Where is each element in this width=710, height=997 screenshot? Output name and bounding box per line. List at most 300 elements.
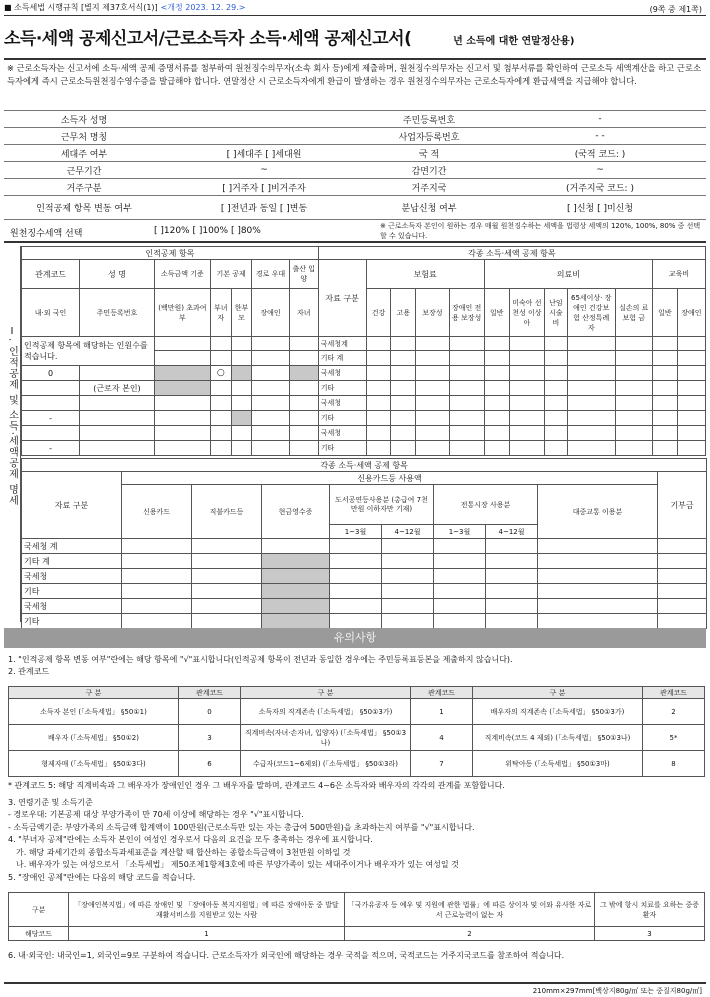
amount-cell[interactable]	[615, 426, 652, 441]
amount-cell[interactable]	[192, 554, 262, 569]
note-4: 4. "부녀자 공제"란에는 소득자 본인이 여성인 경우로서 다음의 요건을 모두 충족하는 경우에 표시합니다.	[8, 835, 373, 844]
amount-cell[interactable]	[545, 426, 568, 441]
field-label: 세대주 여부	[4, 145, 164, 162]
medical-column: 미숙아 선천성 이상아	[509, 289, 544, 337]
income-check[interactable]	[154, 366, 210, 381]
field-label: 주민등록번호	[364, 111, 494, 128]
relation-code[interactable]	[22, 426, 80, 441]
card-row	[22, 599, 707, 614]
amount-cell[interactable]	[330, 554, 382, 569]
amount-cell[interactable]	[391, 426, 416, 441]
child[interactable]	[289, 441, 318, 456]
code-row	[9, 725, 705, 751]
amount-cell[interactable]	[567, 381, 615, 396]
basic-woman[interactable]	[210, 426, 231, 441]
person-row	[22, 441, 706, 456]
amount-cell[interactable]	[122, 554, 192, 569]
amount-cell[interactable]	[192, 599, 262, 614]
code-desc: 배우자의 직계존속 (「소득세법」 §50①3가)	[473, 699, 643, 725]
amount-cell[interactable]	[391, 441, 416, 456]
withholding-row	[4, 219, 706, 243]
dis-header: 「장애인복지법」에 따른 장애인 및 「장애아동 복지지원법」에 따른 장애아동 중 발달재활서비스를 지원받고 있는 사람	[69, 893, 345, 927]
dis-header: 「국가유공자 등 예우 및 지원에 관한 법률」에 따른 상이자 및 이와 유사한 자로서 근로능력이 없는 자	[345, 893, 595, 927]
amount-cell[interactable]	[416, 441, 449, 456]
column-header: 주민등록번호	[80, 289, 155, 337]
amount-cell[interactable]	[366, 366, 391, 381]
amount-cell[interactable]	[545, 441, 568, 456]
amount-cell[interactable]	[262, 554, 330, 569]
section1-table: 인적공제 항목 각종 소득·세액 공제 항목 관계코드 성 명 소득금액 기준 기본 공제 경로 우대 출산 입양 자료 구분 보험료 의료비 교육비 내·외 국인 주민등록번호 (백만원) 초과여부 부녀자 한부모 장애인 자녀 건강 고용 보장성 장애인 전용 보장성 일반 미숙아 선천성 이상아 난임 시술비 65세이상· 장애인 건강보험 산정특례자 실손의 료보험 금 일반 장애인 인적공제 항목에 해당하는 인원수를 적습니다. 국세청계 기타 계 0 ○ 국세청 (근로자 본인) 기타 국세청 - 기타 국세청 - 기타	[21, 246, 706, 456]
amount-cell[interactable]	[366, 381, 391, 396]
field-value[interactable]: ~	[494, 162, 706, 179]
amount-cell[interactable]	[262, 614, 330, 629]
education-column: 장애인	[677, 289, 705, 337]
data-type: 국세청	[318, 426, 366, 441]
amount-cell[interactable]	[382, 539, 434, 554]
amount-cell[interactable]	[677, 366, 705, 381]
paper-spec: 210mm×297mm[백상지80g/㎡ 또는 중질지80g/㎡]	[4, 982, 706, 996]
amount-cell[interactable]	[677, 441, 705, 456]
amount-cell[interactable]	[538, 599, 658, 614]
note-4a: 가. 해당 과세기간의 종합소득과세표준을 계산할 때 합산하는 종합소득금액이 3천만원 이하일 것	[16, 847, 351, 857]
header-field-row	[4, 145, 706, 162]
amount-cell[interactable]	[449, 381, 484, 396]
field-value[interactable]: [ ]신청 [ ]미신청	[494, 196, 706, 220]
header-field-row	[4, 128, 706, 145]
relation-code[interactable]: 0	[22, 366, 80, 381]
amount-cell[interactable]	[486, 569, 538, 584]
field-label: 근무처 명칭	[4, 128, 164, 145]
income-check[interactable]	[154, 381, 210, 396]
amount-cell[interactable]	[449, 426, 484, 441]
amount-cell[interactable]	[484, 411, 509, 426]
notes-middle	[8, 780, 704, 884]
amount-cell[interactable]	[677, 381, 705, 396]
amount-cell[interactable]	[484, 381, 509, 396]
amount-cell[interactable]	[615, 441, 652, 456]
amount-cell[interactable]	[122, 614, 192, 629]
amount-cell[interactable]	[391, 396, 416, 411]
code-note: * 관계코드 5: 해당 직계비속과 그 배우자가 장애인인 경우 그 배우자를 말하며, 관계코드 4~6은 소득자와 배우자의 각각의 관계를 포함합니다.	[8, 781, 505, 790]
field-label: 사업자등록번호	[364, 128, 494, 145]
amount-cell[interactable]	[416, 366, 449, 381]
foreign-flag[interactable]: -	[22, 441, 80, 456]
note-1: 1. "인적공제 항목 변동 여부"란에는 해당 항목에 "√"표시합니다(인적공제 항목이 전년과 동일한 경우에는 주민등록표등본을 제출하지 않습니다).	[8, 655, 513, 664]
amount-cell[interactable]	[567, 441, 615, 456]
child[interactable]	[289, 366, 318, 381]
dis-code: 2	[345, 927, 595, 941]
code-value: 3	[179, 725, 241, 751]
column-header: 부녀자	[210, 289, 231, 337]
resident-id[interactable]	[80, 411, 155, 426]
person-row	[22, 411, 706, 426]
amount-cell[interactable]	[434, 584, 486, 599]
data-type: 국세청	[318, 366, 366, 381]
note-3a: - 경로우대: 기본공제 대상 부양가족이 만 70세 이상에 해당하는 경우 "√"표시합니다.	[8, 810, 304, 819]
amount-cell[interactable]	[391, 381, 416, 396]
insurance-column: 장애인 전용 보장성	[449, 289, 484, 337]
amount-cell[interactable]	[192, 569, 262, 584]
code-header: 관계코드	[411, 687, 473, 699]
amount-cell[interactable]	[538, 614, 658, 629]
amount-cell[interactable]	[122, 569, 192, 584]
amount-cell[interactable]	[658, 614, 707, 629]
amount-cell[interactable]	[658, 599, 707, 614]
code-value: 4	[411, 725, 473, 751]
amount-cell[interactable]	[567, 366, 615, 381]
amount-cell[interactable]	[509, 426, 544, 441]
amount-cell[interactable]	[545, 396, 568, 411]
amount-cell[interactable]	[652, 396, 677, 411]
header-field-row	[4, 179, 706, 196]
amount-cell[interactable]	[538, 584, 658, 599]
dis-header: 구분	[9, 893, 69, 927]
form-ref: ■ 소득세법 시행규칙 [별지 제37호서식(1)]	[4, 3, 158, 12]
title-main: 소득·세액 공제신고서/근로소득자 소득·세액 공제신고서(	[4, 29, 412, 49]
data-type: 국세청	[22, 569, 122, 584]
code-desc: 소득자의 직계존속 (「소득세법」 §50①3가)	[241, 699, 411, 725]
code-row	[9, 699, 705, 725]
field-label: 근무기간	[4, 162, 164, 179]
amount-cell[interactable]	[486, 539, 538, 554]
column-header: (백만원) 초과여부	[154, 289, 210, 337]
income-check[interactable]	[154, 411, 210, 426]
amount-cell[interactable]	[449, 441, 484, 456]
revision-note: <개정 2023. 12. 29.>	[160, 3, 246, 12]
foreign-flag[interactable]: -	[22, 411, 80, 426]
single[interactable]	[231, 441, 252, 456]
amount-cell[interactable]	[545, 411, 568, 426]
card-row	[22, 539, 707, 554]
code-desc: 수급자(코드1~6제외) (「소득세법」 §50①3라)	[241, 751, 411, 777]
code-header: 구 분	[473, 687, 643, 699]
form-title	[4, 24, 706, 60]
card-row	[22, 554, 707, 569]
page-count: (9쪽 중 제1쪽)	[649, 5, 702, 14]
code-desc: 직계비속(자녀·손자녀, 입양자) (「소득세법」 §50①3나)	[241, 725, 411, 751]
woman[interactable]	[210, 381, 231, 396]
amount-cell[interactable]	[538, 554, 658, 569]
child[interactable]	[289, 426, 318, 441]
amount-cell[interactable]	[486, 584, 538, 599]
column-header: 자녀	[289, 289, 318, 337]
amount-cell[interactable]	[434, 599, 486, 614]
relation-code[interactable]	[22, 396, 80, 411]
amount-cell[interactable]	[434, 569, 486, 584]
header-fields-table	[4, 110, 706, 220]
woman[interactable]	[210, 411, 231, 426]
field-value[interactable]	[164, 111, 364, 128]
data-type: 기타	[318, 441, 366, 456]
field-value[interactable]: (국적 코드: )	[494, 145, 706, 162]
amount-cell[interactable]	[538, 539, 658, 554]
person-name[interactable]	[80, 366, 155, 381]
amount-cell[interactable]	[449, 366, 484, 381]
title-sub: 년 소득에 대한 연말정산용)	[453, 36, 575, 47]
education-column: 일반	[652, 289, 677, 337]
code-value: 2	[643, 699, 705, 725]
amount-cell[interactable]	[615, 411, 652, 426]
field-value[interactable]: ~	[164, 162, 364, 179]
person-row	[22, 366, 706, 381]
amount-cell[interactable]	[382, 569, 434, 584]
dis-header: 그 밖에 항시 치료를 요하는 중증환자	[595, 893, 705, 927]
data-type: 기타 계	[22, 554, 122, 569]
insurance-column: 건강	[366, 289, 391, 337]
amount-cell[interactable]	[262, 539, 330, 554]
disabled[interactable]	[252, 381, 289, 396]
field-value[interactable]: (거주지국 코드: )	[494, 179, 706, 196]
field-value[interactable]: [ ]세대주 [ ]세대원	[164, 145, 364, 162]
amount-cell[interactable]	[382, 584, 434, 599]
amount-cell[interactable]	[658, 554, 707, 569]
amount-cell[interactable]	[486, 614, 538, 629]
amount-cell[interactable]	[567, 426, 615, 441]
amount-cell[interactable]	[416, 411, 449, 426]
note-6: 6. 내·외국인: 내국인=1, 외국인=9로 구분하여 적습니다. 근로소득자가 외국인에 해당하는 경우 국적을 적으며, 국적코드는 거주지국코드를 참조하여 적습니다.	[8, 951, 565, 960]
medical-column: 난임 시술비	[545, 289, 568, 337]
disabled[interactable]	[252, 441, 289, 456]
header-field-row	[4, 162, 706, 179]
field-value[interactable]	[164, 128, 364, 145]
intro-notice: ※ 근로소득자는 신고서에 소득·세액 공제 증명서류를 첨부하여 원천징수의무자(소속 회사 등)에게 제출하며, 원천징수의무자는 신고서 및 첨부서류를 확인하여 근로소득 세액계산을 하고 근로소득자에게 즉시 근로소득원천징수영수증을 발급해야 합니다. 연말정산 시 근로소득자에게 환급이 발생하는 경우 원천징수의무자는 근로소득자에게 환급세액을 지급해야 합니다.	[7, 63, 701, 86]
amount-cell[interactable]	[567, 396, 615, 411]
code-row	[9, 751, 705, 777]
disabled[interactable]	[252, 396, 289, 411]
single[interactable]	[231, 411, 252, 426]
amount-cell[interactable]	[434, 554, 486, 569]
child[interactable]	[289, 411, 318, 426]
notes-top	[8, 654, 704, 678]
amount-cell[interactable]	[538, 569, 658, 584]
amount-cell[interactable]	[484, 366, 509, 381]
code-desc: 배우자 (「소득세법」 §50①2)	[9, 725, 179, 751]
income-check[interactable]	[154, 396, 210, 411]
column-header: 내·외 국인	[22, 289, 80, 337]
amount-cell[interactable]	[484, 426, 509, 441]
amount-cell[interactable]	[509, 366, 544, 381]
basic-woman[interactable]	[210, 396, 231, 411]
code-desc: 소득자 본인 (「소득세법」 §50①1)	[9, 699, 179, 725]
amount-cell[interactable]	[391, 366, 416, 381]
amount-cell[interactable]	[615, 396, 652, 411]
card-row	[22, 584, 707, 599]
child[interactable]	[289, 396, 318, 411]
amount-cell[interactable]	[122, 599, 192, 614]
code-header: 구 분	[241, 687, 411, 699]
dis-code: 3	[595, 927, 705, 941]
code-value: 5*	[643, 725, 705, 751]
woman[interactable]	[210, 441, 231, 456]
insurance-column: 보장성	[416, 289, 449, 337]
amount-cell[interactable]	[330, 569, 382, 584]
amount-cell[interactable]	[192, 584, 262, 599]
amount-cell[interactable]	[262, 569, 330, 584]
amount-cell[interactable]	[382, 554, 434, 569]
disabled[interactable]	[252, 411, 289, 426]
amount-cell[interactable]	[658, 569, 707, 584]
section1-side-label: Ⅰ. 인적공제 및 소득·세액공제 명세	[4, 246, 21, 622]
amount-cell[interactable]	[545, 366, 568, 381]
code-value: 0	[179, 699, 241, 725]
medical-column: 65세이상· 장애인 건강보험 산정특례자	[567, 289, 615, 337]
header-field-row	[4, 111, 706, 128]
code-header: 구 분	[9, 687, 179, 699]
amount-cell[interactable]	[416, 396, 449, 411]
amount-cell[interactable]	[449, 396, 484, 411]
amount-cell[interactable]	[366, 426, 391, 441]
amount-cell[interactable]	[330, 599, 382, 614]
code-value: 7	[411, 751, 473, 777]
note-3: 3. 연령기준 및 소득기준	[8, 797, 93, 807]
amount-cell[interactable]	[330, 584, 382, 599]
amount-cell[interactable]	[192, 614, 262, 629]
field-label: 분납신청 여부	[364, 196, 494, 220]
amount-cell[interactable]	[192, 539, 262, 554]
person-row	[22, 381, 706, 396]
header-field-row	[4, 196, 706, 220]
person-name[interactable]	[80, 396, 155, 411]
data-type: 국세청 계	[22, 539, 122, 554]
basic-single[interactable]	[231, 366, 252, 381]
dis-code: 해당코드	[9, 927, 69, 941]
relation-code-table	[8, 686, 705, 777]
amount-cell[interactable]	[486, 554, 538, 569]
amount-cell[interactable]	[677, 411, 705, 426]
amount-cell[interactable]	[658, 539, 707, 554]
amount-cell[interactable]	[484, 441, 509, 456]
section1b-table: 각종 소득·세액 공제 항목 자료 구분 신용카드등 사용액 기부금 신용카드 직불카드등 현금영수증 도서공연등사용분 (총급여 7천만원 이하자만 기재) 전통시장 사용분 대중교통 이용분 1~3월 4~12월 1~3월 4~12월 국세청 계 기타 계 국세청 기타 국세청 기타	[21, 458, 707, 629]
field-value[interactable]: - -	[494, 128, 706, 145]
column-header: 장애인	[252, 289, 289, 337]
amount-cell[interactable]	[262, 584, 330, 599]
withholding-options[interactable]: [ ]120% [ ]100% [ ]80%	[154, 226, 261, 236]
amount-cell[interactable]	[509, 381, 544, 396]
amount-cell[interactable]	[652, 366, 677, 381]
column-header: 한부모	[231, 289, 252, 337]
insurance-column: 고용	[391, 289, 416, 337]
field-label: 거주구분	[4, 179, 164, 196]
amount-cell[interactable]	[366, 441, 391, 456]
data-type: 국세청	[22, 599, 122, 614]
disabled[interactable]	[252, 426, 289, 441]
income-check[interactable]	[154, 426, 210, 441]
person-row	[22, 426, 706, 441]
field-label: 소득자 성명	[4, 111, 164, 128]
amount-cell[interactable]	[434, 614, 486, 629]
amount-cell[interactable]	[391, 411, 416, 426]
amount-cell[interactable]	[545, 381, 568, 396]
field-value[interactable]: -	[494, 111, 706, 128]
code-value: 6	[179, 751, 241, 777]
amount-cell[interactable]	[262, 599, 330, 614]
code-desc: 위탁아동 (「소득세법」 §50①3마)	[473, 751, 643, 777]
field-label: 거주지국	[364, 179, 494, 196]
amount-cell[interactable]	[382, 599, 434, 614]
amount-cell[interactable]	[484, 396, 509, 411]
basic-woman[interactable]: ○	[210, 366, 231, 381]
amount-cell[interactable]	[677, 396, 705, 411]
code-desc: 직계비속(코드 4 제외) (「소득세법」 §50①3나)	[473, 725, 643, 751]
medical-column: 일반	[484, 289, 509, 337]
code-value: 8	[643, 751, 705, 777]
amount-cell[interactable]	[509, 396, 544, 411]
amount-cell[interactable]	[330, 614, 382, 629]
field-value[interactable]: [ ]전년과 동일 [ ]변동	[164, 196, 364, 220]
note-5: 5. "장애인 공제"란에는 다음의 해당 코드를 적습니다.	[8, 872, 196, 882]
amount-cell[interactable]	[122, 539, 192, 554]
amount-cell[interactable]	[652, 381, 677, 396]
single[interactable]	[231, 381, 252, 396]
amount-cell[interactable]	[416, 426, 449, 441]
resident-id[interactable]	[80, 441, 155, 456]
field-label: 감면기간	[364, 162, 494, 179]
note-3b: - 소득금액기준: 부양가족의 소득금액 합계액이 100만원(근로소득만 있는 자는 총급여 500만원)을 초과하는지 여부를 "√"표시합니다.	[8, 822, 475, 832]
amount-cell[interactable]	[122, 584, 192, 599]
data-type: 기타	[318, 411, 366, 426]
amount-cell[interactable]	[567, 411, 615, 426]
disabled[interactable]	[252, 366, 289, 381]
code-desc: 형제자매 (「소득세법」 §50①3다)	[9, 751, 179, 777]
amount-cell[interactable]	[509, 411, 544, 426]
data-type: 국세청	[318, 396, 366, 411]
form-top-bar	[4, 2, 706, 16]
amount-cell[interactable]	[366, 396, 391, 411]
code-header: 관계코드	[643, 687, 705, 699]
field-value[interactable]: [ ]거주자 [ ]비거주자	[164, 179, 364, 196]
data-type: 기타	[318, 381, 366, 396]
disability-code-table	[8, 892, 705, 941]
data-type: 기타	[22, 584, 122, 599]
basic-single[interactable]	[231, 396, 252, 411]
card-row	[22, 569, 707, 584]
person-name[interactable]	[80, 426, 155, 441]
amount-cell[interactable]	[658, 584, 707, 599]
card-row	[22, 614, 707, 629]
amount-cell[interactable]	[434, 539, 486, 554]
amount-cell[interactable]	[509, 441, 544, 456]
note-4b: 나. 배우자가 있는 여성으로서 「소득세법」 제50조제1항제3호에 따른 부양가족이 있는 세대주이거나 배우자가 있는 여성일 것	[16, 860, 459, 869]
amount-cell[interactable]	[382, 614, 434, 629]
code-header: 관계코드	[179, 687, 241, 699]
amount-cell[interactable]	[486, 599, 538, 614]
field-label: 인적공제 항목 변동 여부	[4, 196, 164, 220]
resident-id[interactable]: (근로자 본인)	[80, 381, 155, 396]
medical-column: 실손의 료보험 금	[615, 289, 652, 337]
amount-cell[interactable]	[330, 539, 382, 554]
income-check[interactable]	[154, 441, 210, 456]
note-2: 2. 관계코드	[8, 667, 50, 676]
foreign-flag[interactable]	[22, 381, 80, 396]
withholding-label: 원천징수세액 선택	[10, 229, 83, 239]
amount-cell[interactable]	[652, 441, 677, 456]
amount-cell[interactable]	[652, 411, 677, 426]
amount-cell[interactable]	[449, 411, 484, 426]
basic-single[interactable]	[231, 426, 252, 441]
person-row	[22, 396, 706, 411]
child[interactable]	[289, 381, 318, 396]
withholding-note: ※ 근로소득자 본인이 원하는 경우 매월 원천징수하는 세액을 법령상 세액의 120%, 100%, 80% 중 선택할 수 있습니다.	[380, 222, 701, 240]
amount-cell[interactable]	[416, 381, 449, 396]
code-value: 1	[411, 699, 473, 725]
amount-cell[interactable]	[615, 381, 652, 396]
amount-cell[interactable]	[677, 426, 705, 441]
dis-code: 1	[69, 927, 345, 941]
amount-cell[interactable]	[615, 366, 652, 381]
amount-cell[interactable]	[366, 411, 391, 426]
data-type: 기타	[22, 614, 122, 629]
amount-cell[interactable]	[652, 426, 677, 441]
